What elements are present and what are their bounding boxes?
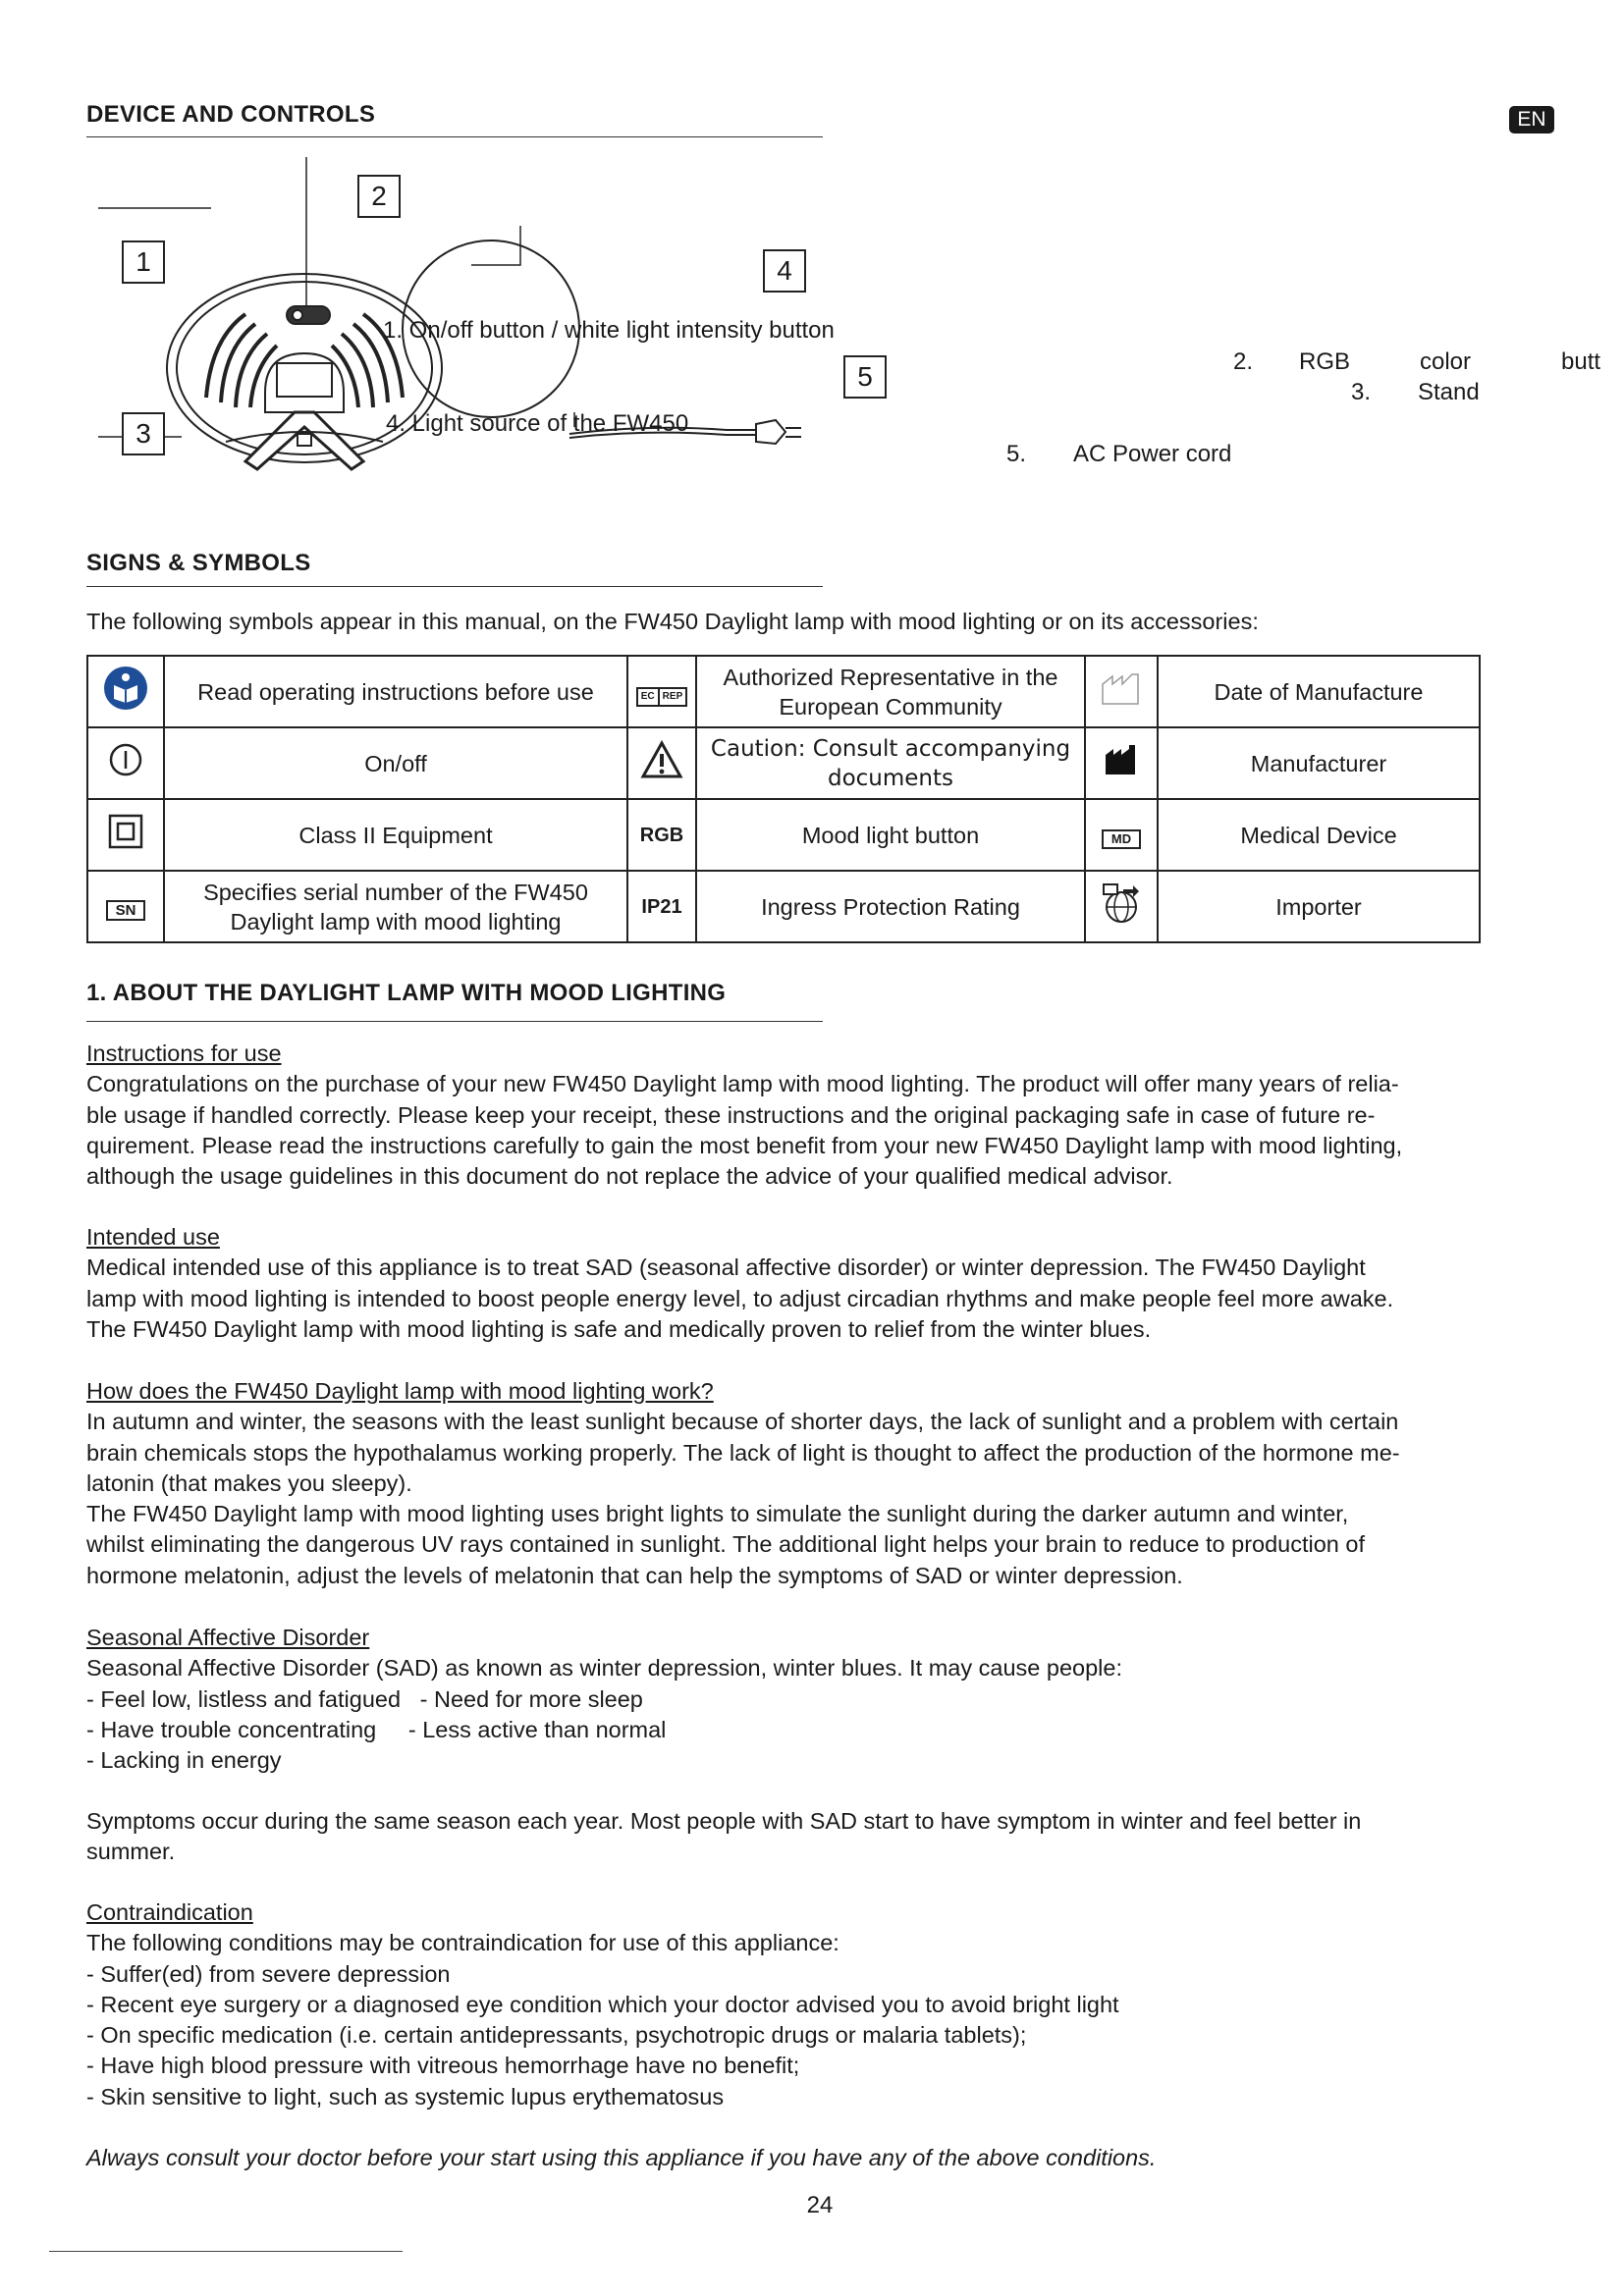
paragraph-line: brain chemicals stops the hypothalamus working properly. The lack of light is thought to affect the production of the hormone me- xyxy=(86,1439,1400,1466)
date-of-manufacture-icon xyxy=(1085,656,1158,727)
ec-rep-icon: EC REP xyxy=(627,656,696,727)
paragraph-line: Seasonal Affective Disorder (SAD) as known as winter depression, winter blues. It may cause people: xyxy=(86,1655,1122,1682)
symbol-description: Medical Device xyxy=(1158,799,1480,871)
paragraph-line: whilst eliminating the dangerous UV rays contained in sunlight. The additional light helps your brain to reduce to production of xyxy=(86,1531,1365,1558)
paragraph-line: summer. xyxy=(86,1839,176,1865)
callout-on-off-button: 1. On/off button / white light intensity button xyxy=(383,317,835,344)
symbol-description: Read operating instructions before use xyxy=(164,656,627,727)
symbol-description: Importer xyxy=(1158,871,1480,942)
list-item: - Suffer(ed) from severe depression xyxy=(86,1960,451,1987)
label-box-1: 1 xyxy=(122,240,165,284)
symbol-description: Authorized Representative in the European Community xyxy=(696,656,1085,727)
paragraph-line: The following conditions may be contraindication for use of this appliance: xyxy=(86,1930,839,1956)
part-5-number: 5. xyxy=(1006,441,1027,467)
sad-heading: Seasonal Affective Disorder xyxy=(86,1625,370,1650)
symbol-description: Caution: Consult accompanying documents xyxy=(696,727,1085,799)
paragraph-line: although the usage guidelines in this document do not replace the advice of your qualified medical advisor. xyxy=(86,1163,1173,1190)
symbols-table xyxy=(86,655,1481,943)
paragraph-line: Congratulations on the purchase of your new FW450 Daylight lamp with mood lighting. The product will offer many years of relia- xyxy=(86,1071,1399,1097)
ip21-icon: IP21 xyxy=(627,871,696,942)
list-item: - Feel low, listless and fatigued - Need for more sleep xyxy=(86,1685,643,1712)
paragraph-line: The FW450 Daylight lamp with mood lighting uses bright lights to simulate the sunlight during the darker autumn and winter, xyxy=(86,1501,1349,1527)
label-box-4: 4 xyxy=(763,249,806,293)
label-box-5: 5 xyxy=(843,355,887,399)
how-it-works xyxy=(86,1376,1549,1591)
paragraph-line: The FW450 Daylight lamp with mood lighting is safe and medically proven to relief from the winter blues. xyxy=(86,1315,1152,1342)
symbol-description: Ingress Protection Rating xyxy=(696,871,1085,942)
section-rule xyxy=(86,136,823,137)
instructions-heading: Instructions for use xyxy=(86,1041,282,1066)
symbol-description: On/off xyxy=(164,727,627,799)
symbol-description: Manufacturer xyxy=(1158,727,1480,799)
read-instructions-icon xyxy=(87,656,164,727)
table-row xyxy=(87,871,1480,942)
paragraph-line: lamp with mood lighting is intended to boost people energy level, to adjust circadian rhythms and make people feel more awake. xyxy=(86,1285,1394,1311)
seasonal-affective-disorder xyxy=(86,1623,1549,1776)
intended-use xyxy=(86,1222,1549,1345)
label-box-3: 3 xyxy=(122,412,165,455)
contraindication xyxy=(86,1897,1549,2112)
part-3-stand: Stand xyxy=(1418,379,1480,405)
paragraph-line: Symptoms occur during the same season each year. Most people with SAD start to have symptom in winter and feel better in xyxy=(86,1808,1362,1834)
medical-device-icon: MD xyxy=(1085,799,1158,871)
section-rule xyxy=(86,586,823,587)
importer-icon xyxy=(1085,871,1158,942)
part-5-power-cord: AC Power cord xyxy=(1073,441,1232,467)
part-2-number: 2. xyxy=(1233,348,1254,375)
symbol-description: Mood light button xyxy=(696,799,1085,871)
list-item: - On specific medication (i.e. certain antidepressants, psychotropic drugs or malaria tablets); xyxy=(86,2022,1027,2049)
power-icon xyxy=(87,727,164,799)
part-2-button: butt xyxy=(1561,348,1601,375)
symbol-description: Date of Manufacture xyxy=(1158,656,1480,727)
class-2-equipment-icon xyxy=(87,799,164,871)
part-2-rgb: RGB xyxy=(1299,348,1351,375)
how-it-works-heading: How does the FW450 Daylight lamp with mood lighting work? xyxy=(86,1378,714,1404)
rgb-icon: RGB xyxy=(627,799,696,871)
paragraph-line: latonin (that makes you sleepy). xyxy=(86,1469,412,1496)
list-item: - Lacking in energy xyxy=(86,1747,282,1774)
part-3-number: 3. xyxy=(1351,379,1372,405)
manufacturer-icon xyxy=(1085,727,1158,799)
language-badge: EN xyxy=(1509,106,1554,133)
part-2-color: color xyxy=(1420,348,1472,375)
lamp-drawing xyxy=(167,274,442,469)
contraindication-heading: Contraindication xyxy=(86,1899,253,1925)
caution-icon xyxy=(627,727,696,799)
list-item: - Have high blood pressure with vitreous hemorrhage have no benefit; xyxy=(86,2053,800,2079)
symbol-description: Specifies serial number of the FW450 Daylight lamp with mood lighting xyxy=(164,871,627,942)
symbol-description: Class II Equipment xyxy=(164,799,627,871)
callout-light-source: 4. Light source of the FW450 xyxy=(386,410,689,437)
about-section-title: 1. ABOUT THE DAYLIGHT LAMP WITH MOOD LIGHTING xyxy=(86,980,727,1006)
label-box-2: 2 xyxy=(357,175,401,218)
instructions-for-use xyxy=(86,1039,1549,1192)
intended-use-heading: Intended use xyxy=(86,1224,220,1250)
table-row xyxy=(87,799,1480,871)
footer-rule xyxy=(49,2251,403,2252)
symptoms-paragraph xyxy=(86,1806,1549,1868)
section-rule xyxy=(86,1021,823,1022)
paragraph-line: Medical intended use of this appliance is to treat SAD (seasonal affective disorder) or winter depression. The FW450 Daylight xyxy=(86,1255,1366,1281)
table-row xyxy=(87,727,1480,799)
paragraph-line: ble usage if handled correctly. Please keep your receipt, these instructions and the original packaging safe in case of future re- xyxy=(86,1101,1376,1128)
paragraph-line: quirement. Please read the instructions carefully to gain the most benefit from your new FW450 Daylight lamp with mood lighting, xyxy=(86,1132,1403,1158)
signs-intro: The following symbols appear in this manual, on the FW450 Daylight lamp with mood lighting or on its accessories: xyxy=(86,609,1259,634)
paragraph-line: In autumn and winter, the seasons with the least sunlight because of shorter days, the lack of sunlight and a problem with certain xyxy=(86,1409,1399,1435)
list-item: - Have trouble concentrating - Less active than normal xyxy=(86,1716,667,1742)
list-item: - Recent eye surgery or a diagnosed eye condition which your doctor advised you to avoid bright light xyxy=(86,1991,1119,2017)
table-row xyxy=(87,656,1480,727)
device-section-title: DEVICE AND CONTROLS xyxy=(86,101,376,128)
list-item: - Skin sensitive to light, such as systemic lupus erythematosus xyxy=(86,2083,725,2109)
paragraph-line: hormone melatonin, adjust the levels of melatonin that can help the symptoms of SAD or winter depression. xyxy=(86,1562,1183,1588)
signs-section-title: SIGNS & SYMBOLS xyxy=(86,550,311,576)
page-number: 24 xyxy=(806,2192,834,2218)
serial-number-icon: SN xyxy=(87,871,164,942)
doctor-warning: Always consult your doctor before your start using this appliance if you have any of the above conditions. xyxy=(86,2145,1157,2170)
